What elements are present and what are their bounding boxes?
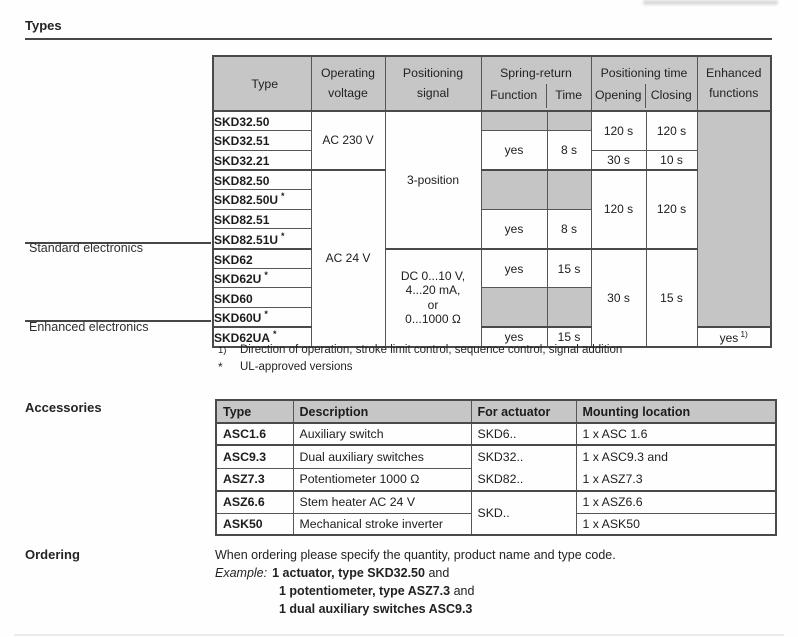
accessories-table bbox=[215, 399, 777, 536]
enhanced-functions-cell: yes $^{1)}$ bbox=[697, 327, 771, 347]
col-header-closing: Closing bbox=[650, 87, 692, 102]
ordering-example-line-3: 1 dual auxiliary switches ASC9.3 bbox=[279, 602, 473, 616]
ordering-text bbox=[215, 546, 616, 618]
enhanced-electronics-label: Enhanced electronics bbox=[29, 320, 149, 334]
time-cell: 8 s bbox=[547, 131, 591, 170]
empty-cell bbox=[697, 111, 771, 327]
ordering-example-line-2: 1 potentiometer, type ASZ7.3 and bbox=[279, 584, 475, 598]
accessory-for-actuator-cell: SKD6.. bbox=[471, 423, 576, 445]
type-cell: SKD82.50U * bbox=[213, 190, 311, 210]
type-cell: SKD60U * bbox=[213, 308, 311, 328]
types-table bbox=[212, 55, 772, 348]
signal-cell: 3-position bbox=[385, 111, 481, 249]
type-cell: SKD60 bbox=[213, 288, 311, 308]
closing-cell: 120 s bbox=[646, 170, 697, 249]
time-cell: 8 s bbox=[547, 209, 591, 248]
accessory-mounting-cell: 1 x ASC9.3 and 1 x ASZ7.3 bbox=[576, 445, 776, 491]
opening-cell: 30 s bbox=[591, 150, 646, 170]
accessory-for-actuator-cell: SKD32.. SKD82.. bbox=[471, 445, 576, 491]
col-header-operating-voltage: Operating voltage bbox=[311, 56, 385, 111]
empty-cell bbox=[481, 288, 547, 327]
accessory-description-cell: Dual auxiliary switches bbox=[293, 445, 471, 468]
opening-cell: 120 s bbox=[591, 170, 646, 249]
type-cell: SKD32.51 bbox=[213, 131, 311, 151]
acc-col-header-mounting-location: Mounting location bbox=[576, 400, 776, 423]
accessory-mounting-cell: 1 x ASK50 bbox=[576, 513, 776, 535]
types-footnotes bbox=[218, 342, 622, 376]
types-section-rule bbox=[25, 38, 772, 40]
accessory-description-cell: Mechanical stroke inverter bbox=[293, 513, 471, 535]
col-header-type: Type bbox=[213, 56, 311, 111]
opening-cell: 30 s bbox=[591, 249, 646, 347]
closing-cell: 120 s bbox=[646, 111, 697, 150]
type-cell: SKD32.50 bbox=[213, 111, 311, 131]
acc-col-header-for-actuator: For actuator bbox=[471, 400, 576, 423]
accessory-type-cell: ASC1.6 bbox=[216, 423, 293, 445]
empty-cell bbox=[547, 288, 591, 327]
col-header-time: Time bbox=[555, 87, 583, 102]
closing-cell: 10 s bbox=[646, 150, 697, 170]
accessories-section-title: Accessories bbox=[25, 400, 102, 415]
signal-cell: DC 0...10 V, 4...20 mA, or 0...1000 Ω bbox=[385, 249, 481, 347]
empty-cell bbox=[481, 111, 547, 131]
ordering-example-line-1: Example: 1 actuator, type SKD32.50 and bbox=[215, 566, 450, 580]
empty-cell bbox=[481, 170, 547, 209]
time-cell: 15 s bbox=[547, 249, 591, 288]
function-cell: yes bbox=[481, 327, 547, 347]
scan-artifact-top bbox=[643, 0, 778, 5]
empty-cell bbox=[547, 170, 591, 209]
time-cell: 15 s bbox=[547, 327, 591, 347]
accessory-description-cell: Auxiliary switch bbox=[293, 423, 471, 445]
col-header-function: Function bbox=[482, 84, 547, 108]
accessory-type-cell: ASZ6.6 bbox=[216, 491, 293, 513]
function-cell: yes bbox=[481, 249, 547, 288]
type-cell: SKD62U * bbox=[213, 268, 311, 288]
closing-cell: 15 s bbox=[646, 249, 697, 347]
standard-electronics-label: Standard electronics bbox=[29, 241, 143, 255]
col-header-enhanced-functions: Enhanced functions bbox=[697, 56, 771, 111]
type-cell: SKD62 bbox=[213, 249, 311, 269]
col-header-opening: Opening bbox=[592, 84, 646, 108]
type-cell: SKD62UA * bbox=[213, 327, 311, 347]
accessory-description-cell: Potentiometer 1000 Ω bbox=[293, 468, 471, 491]
col-header-positioning-time: Positioning time Opening Closing bbox=[591, 56, 697, 111]
ordering-instruction: When ordering please specify the quantity, product name and type code. bbox=[215, 548, 616, 562]
accessory-mounting-cell: 1 x ASC 1.6 bbox=[576, 423, 776, 445]
type-cell: SKD32.21 bbox=[213, 150, 311, 170]
footnote-ul: * UL-approved versions bbox=[218, 360, 353, 374]
ordering-section-title: Ordering bbox=[25, 547, 80, 562]
function-cell: yes bbox=[481, 209, 547, 248]
types-section-title: Types bbox=[25, 18, 62, 33]
acc-col-header-description: Description bbox=[293, 400, 471, 423]
accessory-for-actuator-cell: SKD.. bbox=[471, 491, 576, 535]
footnote-1: 1) Direction of operation, stroke limit control, sequence control, signal addition bbox=[218, 344, 623, 356]
col-header-positioning-signal: Positioning signal bbox=[385, 56, 481, 111]
accessory-description-cell: Stem heater AC 24 V bbox=[293, 491, 471, 513]
type-cell: SKD82.50 bbox=[213, 170, 311, 190]
function-cell: yes bbox=[481, 131, 547, 170]
scan-artifact-bottom bbox=[14, 634, 784, 636]
empty-cell bbox=[547, 111, 591, 131]
type-cell: SKD82.51U * bbox=[213, 229, 311, 249]
accessory-mounting-cell: 1 x ASZ6.6 bbox=[576, 491, 776, 513]
voltage-cell: AC 24 V bbox=[311, 170, 385, 347]
accessory-type-cell: ASK50 bbox=[216, 513, 293, 535]
accessory-type-cell: ASC9.3 bbox=[216, 445, 293, 468]
opening-cell: 120 s bbox=[591, 111, 646, 150]
voltage-cell: AC 230 V bbox=[311, 111, 385, 170]
accessory-type-cell: ASZ7.3 bbox=[216, 468, 293, 491]
acc-col-header-type: Type bbox=[216, 400, 293, 423]
col-header-spring-return: Spring-return Function Time bbox=[481, 56, 591, 111]
type-cell: SKD82.51 bbox=[213, 209, 311, 229]
